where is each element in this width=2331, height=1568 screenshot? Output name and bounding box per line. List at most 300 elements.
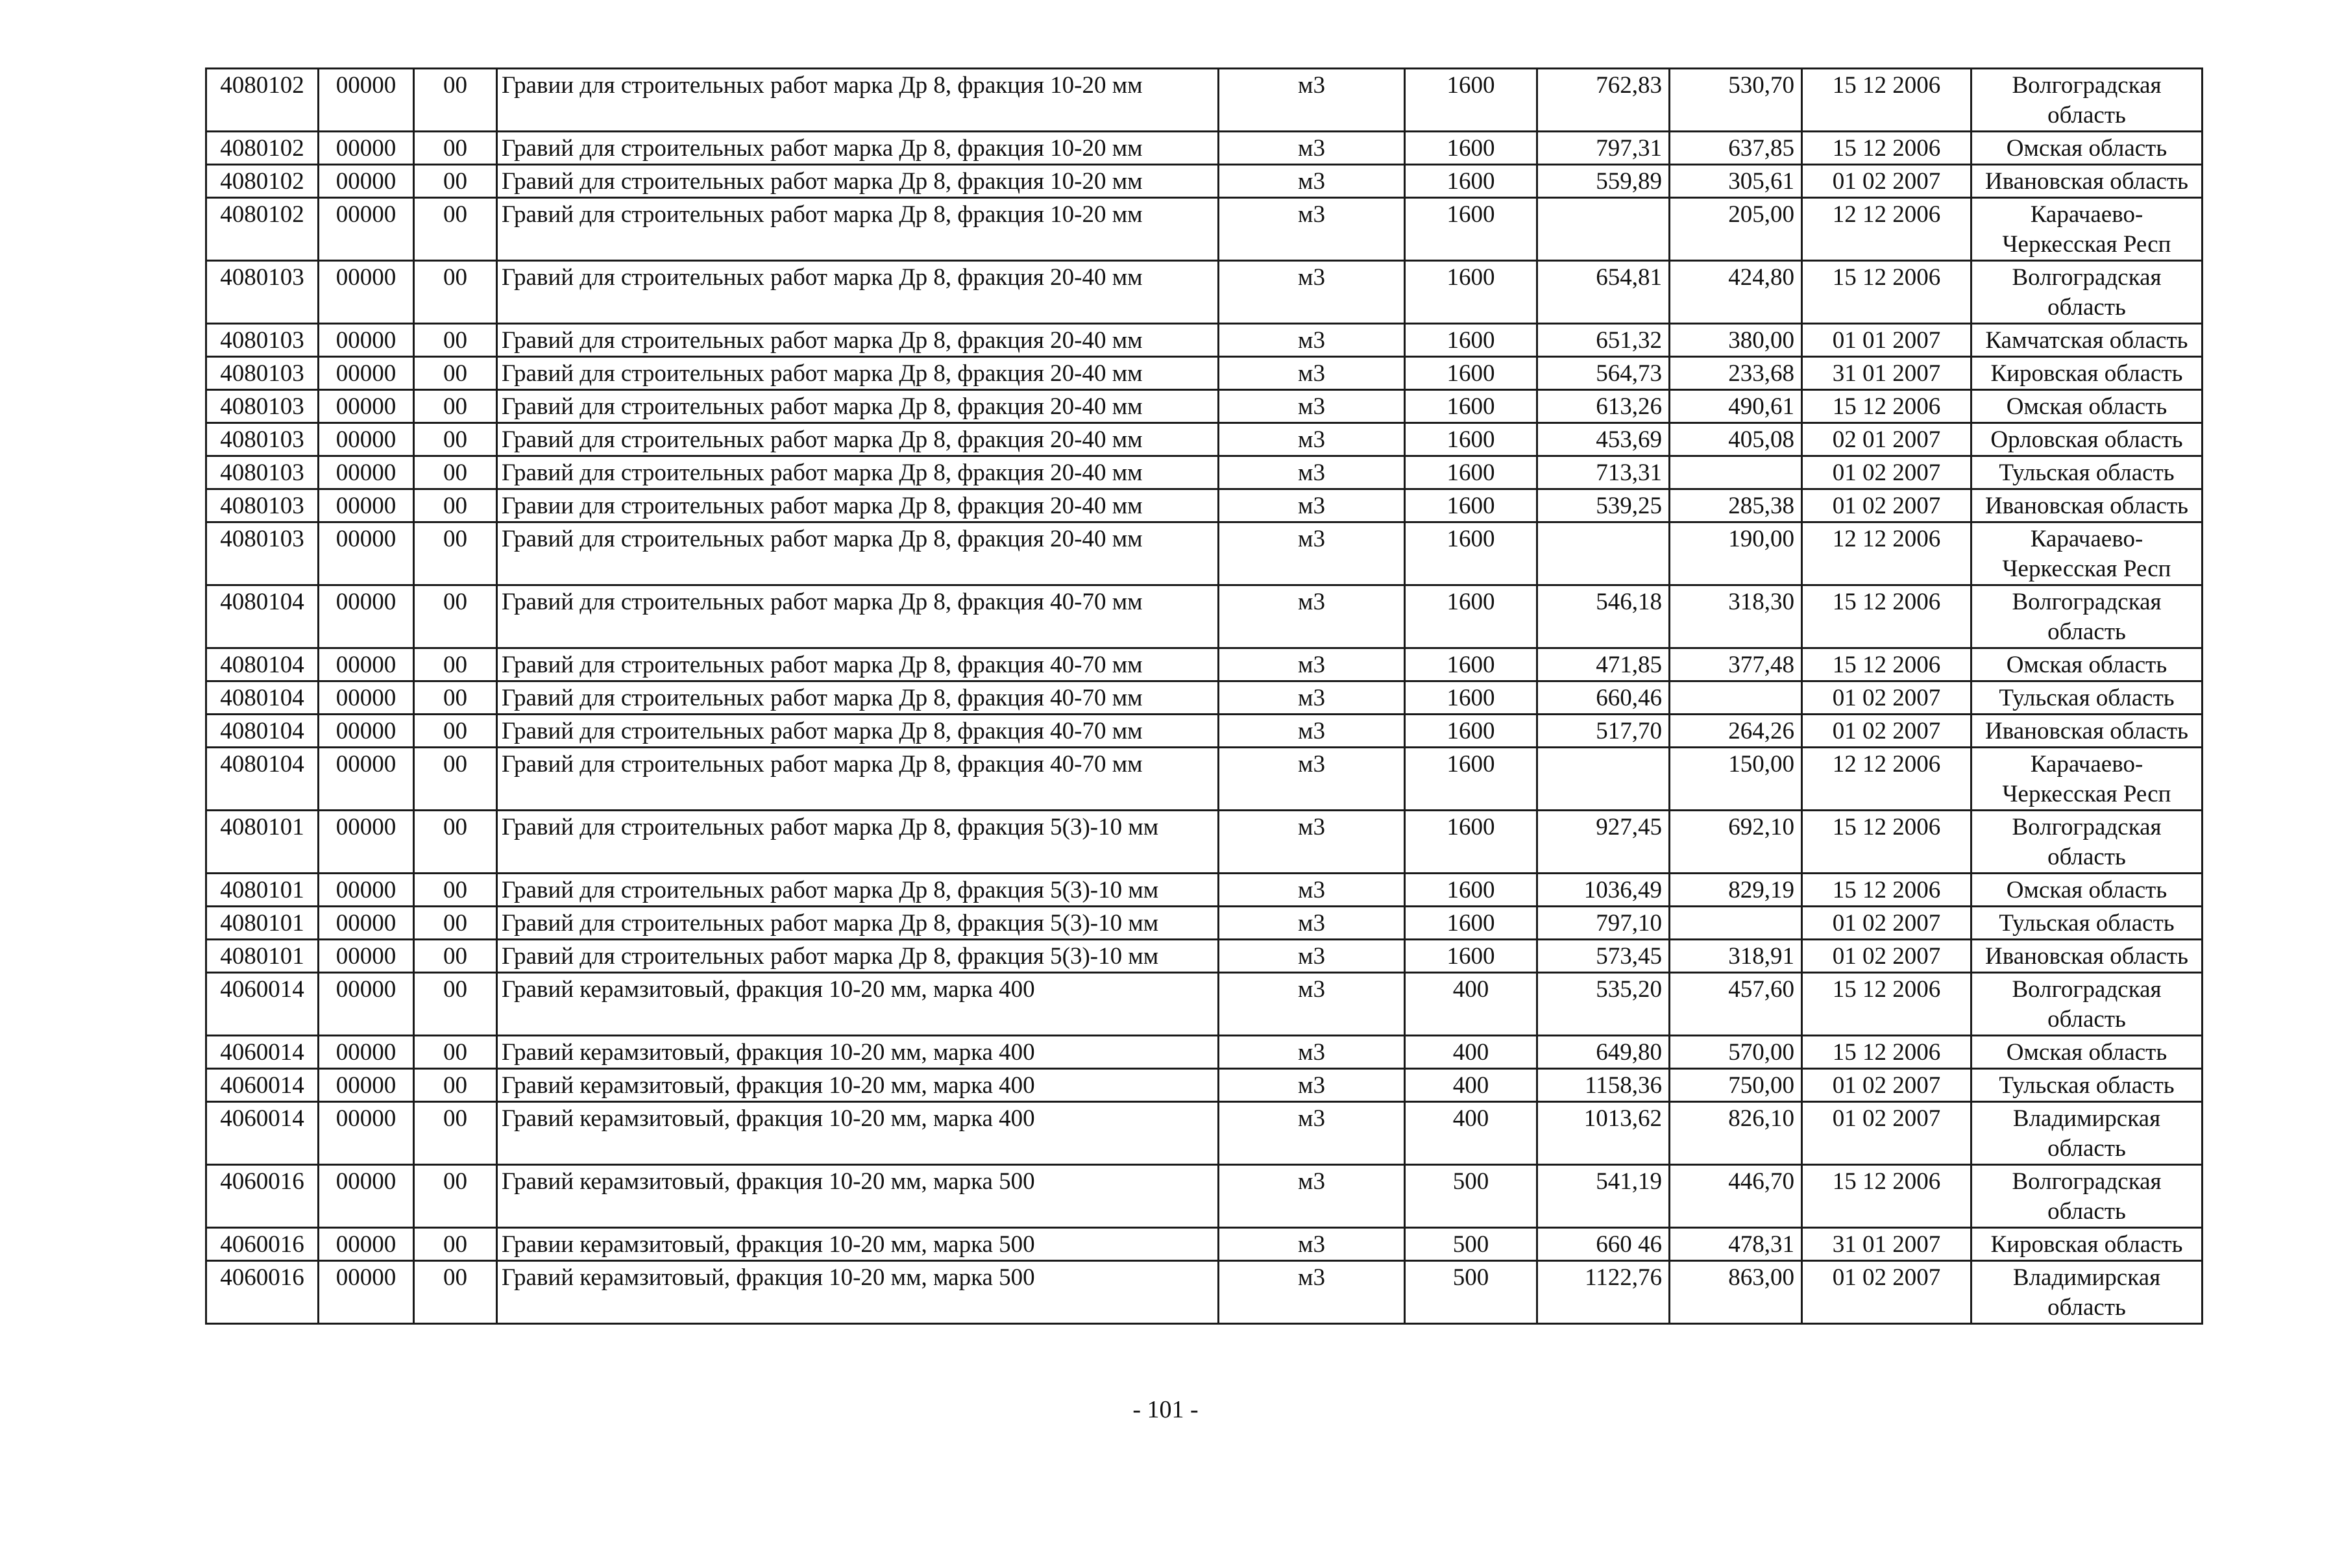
cell-density: 1600	[1405, 390, 1537, 423]
cell-modifier: 00	[414, 165, 497, 198]
cell-price-1: 649,80	[1537, 1036, 1670, 1069]
cell-density: 1600	[1405, 907, 1537, 940]
cell-date: 31 01 2007	[1802, 1228, 1971, 1261]
cell-material-name: Гравий для строительных работ марка Др 8, фракция 20-40 мм	[497, 390, 1219, 423]
page-number: - 101 -	[1132, 1396, 1199, 1423]
cell-region: Владимирская область	[1971, 1261, 2203, 1324]
cell-sub-code: 00000	[319, 390, 414, 423]
cell-date: 15 12 2006	[1802, 874, 1971, 907]
cell-modifier: 00	[414, 390, 497, 423]
table-row	[206, 456, 2203, 489]
cell-price-2: 457,60	[1670, 973, 1802, 1036]
cell-density: 400	[1405, 1036, 1537, 1069]
cell-code: 4080103	[206, 423, 319, 456]
cell-unit: м3	[1219, 165, 1405, 198]
cell-date: 15 12 2006	[1802, 811, 1971, 874]
table-row	[206, 811, 2203, 874]
cell-density: 1600	[1405, 69, 1537, 132]
cell-region: Орловская область	[1971, 423, 2203, 456]
cell-date: 01 02 2007	[1802, 940, 1971, 973]
cell-code: 4080104	[206, 748, 319, 811]
cell-code: 4080101	[206, 811, 319, 874]
cell-date: 01 02 2007	[1802, 681, 1971, 715]
cell-code: 4080102	[206, 198, 319, 261]
cell-sub-code: 00000	[319, 522, 414, 585]
table-row	[206, 874, 2203, 907]
cell-price-2: 490,61	[1670, 390, 1802, 423]
cell-price-2	[1670, 907, 1802, 940]
cell-sub-code: 00000	[319, 357, 414, 390]
cell-price-2: 233,68	[1670, 357, 1802, 390]
cell-unit: м3	[1219, 324, 1405, 357]
cell-price-1: 1036,49	[1537, 874, 1670, 907]
cell-price-1: 797,31	[1537, 132, 1670, 165]
cell-modifier: 00	[414, 1261, 497, 1324]
cell-code: 4060014	[206, 1069, 319, 1102]
cell-region: Тульская область	[1971, 1069, 2203, 1102]
cell-code: 4080103	[206, 390, 319, 423]
cell-region: Ивановская область	[1971, 940, 2203, 973]
cell-material-name: Гравий для строительных работ марка Др 8, фракция 40-70 мм	[497, 715, 1219, 748]
cell-region: Владимирская область	[1971, 1102, 2203, 1165]
cell-material-name: Гравий керамзитовый, фракция 10-20 мм, марка 400	[497, 973, 1219, 1036]
cell-sub-code: 00000	[319, 489, 414, 522]
cell-unit: м3	[1219, 522, 1405, 585]
table-row	[206, 1261, 2203, 1324]
cell-unit: м3	[1219, 973, 1405, 1036]
cell-code: 4080101	[206, 874, 319, 907]
cell-price-2: 405,08	[1670, 423, 1802, 456]
cell-price-2: 446,70	[1670, 1165, 1802, 1228]
cell-density: 1600	[1405, 198, 1537, 261]
cell-region: Омская область	[1971, 1036, 2203, 1069]
cell-density: 1600	[1405, 489, 1537, 522]
cell-unit: м3	[1219, 811, 1405, 874]
cell-modifier: 00	[414, 1165, 497, 1228]
cell-material-name: Гравии для строительных работ марка Др 8, фракция 10-20 мм	[497, 69, 1219, 132]
cell-code: 4060016	[206, 1165, 319, 1228]
cell-density: 1600	[1405, 456, 1537, 489]
cell-price-2: 424,80	[1670, 261, 1802, 324]
cell-price-2: 318,30	[1670, 585, 1802, 648]
cell-price-2: 380,00	[1670, 324, 1802, 357]
cell-price-1: 564,73	[1537, 357, 1670, 390]
cell-date: 12 12 2006	[1802, 748, 1971, 811]
table-row	[206, 69, 2203, 132]
cell-density: 400	[1405, 1102, 1537, 1165]
cell-price-1: 762,83	[1537, 69, 1670, 132]
table-row	[206, 522, 2203, 585]
cell-code: 4060014	[206, 973, 319, 1036]
cell-price-2: 190,00	[1670, 522, 1802, 585]
cell-date: 15 12 2006	[1802, 69, 1971, 132]
cell-material-name: Гравий керамзитовый, фракция 10-20 мм, марка 400	[497, 1036, 1219, 1069]
cell-price-1: 535,20	[1537, 973, 1670, 1036]
cell-code: 4080103	[206, 261, 319, 324]
cell-density: 1600	[1405, 357, 1537, 390]
cell-date: 01 02 2007	[1802, 165, 1971, 198]
cell-sub-code: 00000	[319, 324, 414, 357]
cell-density: 1600	[1405, 585, 1537, 648]
cell-region: Волгоградская область	[1971, 1165, 2203, 1228]
cell-density: 1600	[1405, 165, 1537, 198]
table-row	[206, 390, 2203, 423]
table-row	[206, 940, 2203, 973]
cell-code: 4060016	[206, 1261, 319, 1324]
table-row	[206, 489, 2203, 522]
cell-material-name: Гравий для строительных работ марка Др 8, фракция 10-20 мм	[497, 132, 1219, 165]
table-row	[206, 1036, 2203, 1069]
cell-density: 1600	[1405, 940, 1537, 973]
cell-density: 1600	[1405, 681, 1537, 715]
cell-material-name: Гравии керамзитовый, фракция 10-20 мм, марка 500	[497, 1228, 1219, 1261]
cell-date: 01 01 2007	[1802, 324, 1971, 357]
cell-price-1	[1537, 748, 1670, 811]
cell-code: 4080102	[206, 69, 319, 132]
cell-modifier: 00	[414, 69, 497, 132]
cell-modifier: 00	[414, 715, 497, 748]
cell-unit: м3	[1219, 198, 1405, 261]
cell-date: 15 12 2006	[1802, 1036, 1971, 1069]
cell-date: 15 12 2006	[1802, 1165, 1971, 1228]
cell-density: 500	[1405, 1165, 1537, 1228]
cell-date: 15 12 2006	[1802, 585, 1971, 648]
cell-region: Волгоградская область	[1971, 811, 2203, 874]
cell-date: 01 02 2007	[1802, 907, 1971, 940]
cell-sub-code: 00000	[319, 423, 414, 456]
cell-code: 4080103	[206, 357, 319, 390]
cell-date: 12 12 2006	[1802, 198, 1971, 261]
cell-price-1: 559,89	[1537, 165, 1670, 198]
cell-region: Карачаево-Черкесская Респ	[1971, 748, 2203, 811]
cell-unit: м3	[1219, 874, 1405, 907]
cell-region: Омская область	[1971, 874, 2203, 907]
cell-sub-code: 00000	[319, 874, 414, 907]
cell-modifier: 00	[414, 1228, 497, 1261]
cell-region: Тульская область	[1971, 907, 2203, 940]
cell-price-2: 863,00	[1670, 1261, 1802, 1324]
cell-modifier: 00	[414, 973, 497, 1036]
cell-code: 4080102	[206, 132, 319, 165]
table-row	[206, 681, 2203, 715]
cell-sub-code: 00000	[319, 681, 414, 715]
cell-sub-code: 00000	[319, 1102, 414, 1165]
cell-material-name: Гравий для строительных работ марка Др 8, фракция 40-70 мм	[497, 585, 1219, 648]
cell-price-2	[1670, 456, 1802, 489]
table-row	[206, 1228, 2203, 1261]
cell-modifier: 00	[414, 357, 497, 390]
cell-price-2: 318,91	[1670, 940, 1802, 973]
cell-sub-code: 00000	[319, 1228, 414, 1261]
table-row	[206, 165, 2203, 198]
cell-price-2: 285,38	[1670, 489, 1802, 522]
cell-code: 4080104	[206, 648, 319, 681]
cell-region: Волгоградская область	[1971, 585, 2203, 648]
cell-region: Карачаево-Черкесская Респ	[1971, 198, 2203, 261]
cell-material-name: Гравии для строительных работ марка Др 8, фракция 20-40 мм	[497, 489, 1219, 522]
cell-modifier: 00	[414, 648, 497, 681]
cell-unit: м3	[1219, 1165, 1405, 1228]
cell-sub-code: 00000	[319, 1261, 414, 1324]
cell-unit: м3	[1219, 69, 1405, 132]
cell-material-name: Гравий для строительных работ марка Др 8, фракция 40-70 мм	[497, 681, 1219, 715]
cell-region: Камчатская область	[1971, 324, 2203, 357]
cell-region: Карачаево-Черкесская Респ	[1971, 522, 2203, 585]
cell-region: Кировская область	[1971, 1228, 2203, 1261]
cell-region: Волгоградская область	[1971, 261, 2203, 324]
cell-code: 4060014	[206, 1036, 319, 1069]
cell-code: 4080103	[206, 324, 319, 357]
cell-code: 4080103	[206, 489, 319, 522]
cell-region: Волгоградская область	[1971, 973, 2203, 1036]
cell-code: 4080103	[206, 456, 319, 489]
cell-modifier: 00	[414, 324, 497, 357]
cell-price-1	[1537, 198, 1670, 261]
cell-region: Омская область	[1971, 390, 2203, 423]
cell-code: 4060014	[206, 1102, 319, 1165]
cell-date: 01 02 2007	[1802, 1261, 1971, 1324]
cell-density: 500	[1405, 1228, 1537, 1261]
cell-region: Омская область	[1971, 132, 2203, 165]
cell-unit: м3	[1219, 456, 1405, 489]
cell-density: 1600	[1405, 811, 1537, 874]
cell-modifier: 00	[414, 198, 497, 261]
cell-date: 15 12 2006	[1802, 973, 1971, 1036]
cell-sub-code: 00000	[319, 648, 414, 681]
cell-price-2: 637,85	[1670, 132, 1802, 165]
cell-date: 02 01 2007	[1802, 423, 1971, 456]
cell-date: 01 02 2007	[1802, 715, 1971, 748]
cell-code: 4080104	[206, 681, 319, 715]
cell-modifier: 00	[414, 585, 497, 648]
table-row	[206, 1165, 2203, 1228]
cell-price-1: 539,25	[1537, 489, 1670, 522]
cell-region: Ивановская область	[1971, 489, 2203, 522]
cell-date: 01 02 2007	[1802, 456, 1971, 489]
cell-unit: м3	[1219, 132, 1405, 165]
cell-unit: м3	[1219, 681, 1405, 715]
cell-modifier: 00	[414, 132, 497, 165]
cell-material-name: Гравий для строительных работ марка Др 8, фракция 20-40 мм	[497, 456, 1219, 489]
cell-modifier: 00	[414, 811, 497, 874]
cell-modifier: 00	[414, 489, 497, 522]
cell-unit: м3	[1219, 1036, 1405, 1069]
cell-price-1: 613,26	[1537, 390, 1670, 423]
cell-price-2: 264,26	[1670, 715, 1802, 748]
cell-price-1: 660,46	[1537, 681, 1670, 715]
cell-price-2: 750,00	[1670, 1069, 1802, 1102]
table-row	[206, 324, 2203, 357]
cell-code: 4060016	[206, 1228, 319, 1261]
cell-density: 1600	[1405, 715, 1537, 748]
cell-date: 01 02 2007	[1802, 489, 1971, 522]
cell-unit: м3	[1219, 1261, 1405, 1324]
cell-price-1: 453,69	[1537, 423, 1670, 456]
cell-sub-code: 00000	[319, 261, 414, 324]
table-row	[206, 648, 2203, 681]
cell-material-name: Гравий для строительных работ марка Др 8, фракция 10-20 мм	[497, 165, 1219, 198]
cell-price-2: 826,10	[1670, 1102, 1802, 1165]
cell-price-1: 1158,36	[1537, 1069, 1670, 1102]
cell-date: 12 12 2006	[1802, 522, 1971, 585]
cell-date: 15 12 2006	[1802, 390, 1971, 423]
cell-sub-code: 00000	[319, 132, 414, 165]
cell-price-1: 471,85	[1537, 648, 1670, 681]
cell-material-name: Гравий керамзитовый, фракция 10-20 мм, марка 400	[497, 1069, 1219, 1102]
cell-price-2: 150,00	[1670, 748, 1802, 811]
cell-code: 4080101	[206, 907, 319, 940]
cell-modifier: 00	[414, 681, 497, 715]
cell-region: Ивановская область	[1971, 165, 2203, 198]
cell-unit: м3	[1219, 261, 1405, 324]
cell-material-name: Гравий для строительных работ марка Др 8, фракция 5(3)-10 мм	[497, 874, 1219, 907]
cell-sub-code: 00000	[319, 1036, 414, 1069]
cell-date: 01 02 2007	[1802, 1102, 1971, 1165]
cell-modifier: 00	[414, 522, 497, 585]
cell-sub-code: 00000	[319, 940, 414, 973]
table-row	[206, 261, 2203, 324]
cell-price-2	[1670, 681, 1802, 715]
cell-sub-code: 00000	[319, 198, 414, 261]
cell-modifier: 00	[414, 748, 497, 811]
cell-material-name: Гравий для строительных работ марка Др 8, фракция 20-40 мм	[497, 357, 1219, 390]
cell-sub-code: 00000	[319, 973, 414, 1036]
cell-unit: м3	[1219, 1102, 1405, 1165]
cell-price-2: 530,70	[1670, 69, 1802, 132]
cell-code: 4080103	[206, 522, 319, 585]
cell-code: 4080102	[206, 165, 319, 198]
cell-modifier: 00	[414, 1069, 497, 1102]
cell-price-1: 541,19	[1537, 1165, 1670, 1228]
cell-modifier: 00	[414, 940, 497, 973]
cell-price-1: 1013,62	[1537, 1102, 1670, 1165]
cell-sub-code: 00000	[319, 165, 414, 198]
table-row	[206, 907, 2203, 940]
cell-modifier: 00	[414, 1036, 497, 1069]
cell-material-name: Гравий для строительных работ марка Др 8, фракция 40-70 мм	[497, 748, 1219, 811]
table-row	[206, 1069, 2203, 1102]
cell-material-name: Гравий для строительных работ марка Др 8, фракция 20-40 мм	[497, 324, 1219, 357]
cell-density: 1600	[1405, 648, 1537, 681]
cell-price-2: 377,48	[1670, 648, 1802, 681]
cell-density: 500	[1405, 1261, 1537, 1324]
cell-date: 01 02 2007	[1802, 1069, 1971, 1102]
cell-density: 1600	[1405, 324, 1537, 357]
cell-region: Тульская область	[1971, 456, 2203, 489]
cell-price-1: 654,81	[1537, 261, 1670, 324]
cell-price-1: 713,31	[1537, 456, 1670, 489]
cell-unit: м3	[1219, 423, 1405, 456]
cell-unit: м3	[1219, 748, 1405, 811]
cell-density: 1600	[1405, 874, 1537, 907]
cell-date: 15 12 2006	[1802, 132, 1971, 165]
cell-material-name: Гравий керамзитовый, фракция 10-20 мм, марка 500	[497, 1165, 1219, 1228]
cell-unit: м3	[1219, 489, 1405, 522]
cell-code: 4080104	[206, 585, 319, 648]
cell-modifier: 00	[414, 907, 497, 940]
cell-price-1: 546,18	[1537, 585, 1670, 648]
table-row	[206, 748, 2203, 811]
cell-sub-code: 00000	[319, 456, 414, 489]
cell-region: Омская область	[1971, 648, 2203, 681]
cell-code: 4080101	[206, 940, 319, 973]
cell-sub-code: 00000	[319, 585, 414, 648]
cell-material-name: Гравий для строительных работ марка Др 8, фракция 5(3)-10 мм	[497, 811, 1219, 874]
cell-unit: м3	[1219, 648, 1405, 681]
cell-material-name: Гравий для строительных работ марка Др 8, фракция 20-40 мм	[497, 261, 1219, 324]
cell-sub-code: 00000	[319, 715, 414, 748]
cell-unit: м3	[1219, 1069, 1405, 1102]
cell-sub-code: 00000	[319, 811, 414, 874]
cell-sub-code: 00000	[319, 1165, 414, 1228]
cell-sub-code: 00000	[319, 748, 414, 811]
cell-region: Кировская область	[1971, 357, 2203, 390]
table-row	[206, 1102, 2203, 1165]
cell-price-2: 692,10	[1670, 811, 1802, 874]
cell-code: 4080104	[206, 715, 319, 748]
cell-unit: м3	[1219, 1228, 1405, 1261]
cell-material-name: Гравий керамзитовый, фракция 10-20 мм, марка 400	[497, 1102, 1219, 1165]
cell-material-name: Гравий для строительных работ марка Др 8, фракция 20-40 мм	[497, 423, 1219, 456]
cell-density: 1600	[1405, 748, 1537, 811]
cell-region: Ивановская область	[1971, 715, 2203, 748]
cell-date: 31 01 2007	[1802, 357, 1971, 390]
cell-price-1: 797,10	[1537, 907, 1670, 940]
cell-unit: м3	[1219, 357, 1405, 390]
cell-date: 15 12 2006	[1802, 648, 1971, 681]
cell-modifier: 00	[414, 874, 497, 907]
cell-date: 15 12 2006	[1802, 261, 1971, 324]
cell-price-2: 478,31	[1670, 1228, 1802, 1261]
cell-price-1: 517,70	[1537, 715, 1670, 748]
table-row	[206, 423, 2203, 456]
table-row	[206, 973, 2203, 1036]
cell-unit: м3	[1219, 715, 1405, 748]
cell-modifier: 00	[414, 456, 497, 489]
cell-modifier: 00	[414, 261, 497, 324]
table-row	[206, 357, 2203, 390]
cell-density: 1600	[1405, 261, 1537, 324]
cell-modifier: 00	[414, 423, 497, 456]
cell-sub-code: 00000	[319, 907, 414, 940]
cell-price-1: 927,45	[1537, 811, 1670, 874]
table-row	[206, 198, 2203, 261]
cell-material-name: Гравий для строительных работ марка Др 8, фракция 5(3)-10 мм	[497, 940, 1219, 973]
cell-price-1: 660 46	[1537, 1228, 1670, 1261]
table-row	[206, 715, 2203, 748]
table-row	[206, 132, 2203, 165]
cell-price-2: 305,61	[1670, 165, 1802, 198]
cell-price-1: 1122,76	[1537, 1261, 1670, 1324]
cell-modifier: 00	[414, 1102, 497, 1165]
cell-price-1: 651,32	[1537, 324, 1670, 357]
cell-density: 400	[1405, 973, 1537, 1036]
cell-unit: м3	[1219, 585, 1405, 648]
cell-region: Волгоградская область	[1971, 69, 2203, 132]
cell-material-name: Гравий для строительных работ марка Др 8, фракция 5(3)-10 мм	[497, 907, 1219, 940]
cell-density: 1600	[1405, 522, 1537, 585]
cell-material-name: Гравий керамзитовый, фракция 10-20 мм, марка 500	[497, 1261, 1219, 1324]
cell-price-2: 570,00	[1670, 1036, 1802, 1069]
cell-density: 1600	[1405, 423, 1537, 456]
cell-unit: м3	[1219, 940, 1405, 973]
price-table-body	[206, 69, 2203, 1324]
cell-region: Тульская область	[1971, 681, 2203, 715]
cell-material-name: Гравий для строительных работ марка Др 8, фракция 10-20 мм	[497, 198, 1219, 261]
cell-price-2: 829,19	[1670, 874, 1802, 907]
cell-price-1: 573,45	[1537, 940, 1670, 973]
price-table	[205, 67, 2203, 1325]
